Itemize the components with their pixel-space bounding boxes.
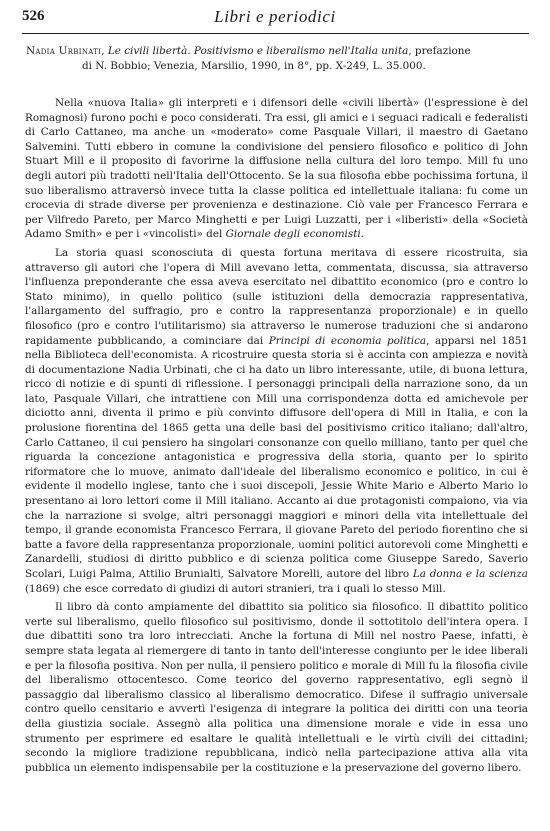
running-title: Libri e periodici bbox=[214, 7, 336, 26]
book-author: Nadia Urbinati bbox=[26, 45, 102, 57]
text-run: , apparsi nel 1851 nella Biblioteca dell'economista. A ricostruire questa storia si è accinta con ampiezza e novità di documentazione Nadia Urbinati, che ci ha dato un libro interessante, utile, di buona lettura, ricco di notizie e di spunti di riflessione. I personaggi principali della narrazione sono, da un lato, Pasquale Villari, che intrattiene con Mill una corrispondenza dotta ed amichevole per diciotto anni, diventa il primo e più convinto diffusore dell'opera di Mill in Italia, e con la prolusione fiorentina del 1865 getta una delle basi del positivismo critico italiano; dall'altro, Carlo Cattaneo, il cui pensiero ha singolari consonanze con quello milliano, tanto per quel che riguarda la concezione antagonistica e progressiva della storia, quanto per lo spirito riformatore che lo muove, animato dall'ideale del liberalismo economico e politico, in cui è evidente il modello inglese, tanto che i suoi discepoli, Jessie White Mario e Alberto Mario lo presentano ai loro lettori come il Mill italiano. Accanto ai due protagonisti compaiono, via via che la narrazione si svolge, altri personaggi maggiori e minori della vita intellettuale del tempo, il grande economista Francesco Ferrara, il giovane Pareto del periodo fiorentino che si batte a favore della rappresentanza proporzionale, uomini politici autorevoli come Minghetti e Zanardelli, studiosi di diritto pubblico e di scienza politica come Giuseppe Saredo, Saverio Scolari, Luigi Palma, Attilio Brunialti, Salvatore Morelli, autore del libro bbox=[25, 334, 528, 580]
book-title: Le civili libertà. Positivismo e liberalismo nell'Italia unita bbox=[107, 45, 409, 57]
book-reference-line-1: Nadia Urbinati, Le civili libertà. Positivismo e liberalismo nell'Italia unita, prefazione bbox=[26, 45, 471, 57]
header-rule bbox=[22, 33, 529, 34]
page-number: 526 bbox=[22, 8, 45, 24]
text-run: La storia quasi sconosciuta di questa fortuna meritava di essere ricostruita, sia attraverso gli autori che l'opera di Mill avevano letta, commentata, discussa, sia attraverso l'influenza preponderante che essa aveva esercitato nel dibattito economico (pro e contro lo Stato minimo), in quello politico (sulle istituzioni della democrazia rappresentativa, l'allargamento del suffragio, pro e contro la rappresentanza proporzionale) e in quello filosofico (pro e contro l'utilitarismo) sia attraverso le numerose traduzioni che si andarono rapidamente pubblicando, a cominciare dai bbox=[25, 246, 528, 347]
text-run: Il libro dà conto ampiamente del dibattito sia politico sia filosofico. Il dibattito politico verte sul liberalismo, quello filosofico sul positivismo, donde il sottotitolo dell'intera opera. I due dibattiti sono tra loro intrecciati. Anche la fortuna di Mill nel nostro Paese, infatti, è sempre stata legata al riemergere di tanto in tanto dell'interesse congiunto per le idee liberali e per la filosofia positiva. Non per nulla, il pensiero politico e morale di Mill fu la filosofia civile del liberalismo ottocentesco. Come teorico del governo rappresentativo, egli segnò il passaggio dal liberalismo classico al liberalismo democratico. Difese il suffragio universale contro quello censitario e avvertì l'esigenza di integrare la politica dei diritti con una teoria della giustizia sociale. Assegnò alla politica una dimensione morale e vide in essa uno strumento per esprimere ed esaltare le qualità intellettuali e le virtù civili dei cittadini; secondo la migliore tradizione repubblicana, indicò nella partecipazione attiva alla vita pubblica un elemento indispensabile per la costituzione e la preservazione del governo libero. bbox=[25, 601, 528, 774]
italic-title: La donna e la scienza bbox=[412, 568, 528, 580]
italic-title: Giornale degli economisti bbox=[225, 228, 361, 241]
book-reference bbox=[26, 44, 526, 73]
review-body bbox=[25, 96, 528, 775]
text-run: . bbox=[360, 228, 365, 241]
paragraph bbox=[25, 96, 528, 242]
book-reference-rest: , prefazione bbox=[408, 45, 471, 57]
book-reference-line-2: di N. Bobbio; Venezia, Marsilio, 1990, in 8°, pp. X-249, L. 35.000. bbox=[82, 59, 426, 72]
text-run: (1869) che esce corredato di giudizi di autori stranieri, tra i quali lo stesso Mill. bbox=[25, 582, 446, 595]
italic-title: Principi di economia politica bbox=[268, 334, 427, 347]
page-header bbox=[22, 6, 528, 32]
paragraph bbox=[25, 246, 528, 596]
paragraph bbox=[25, 600, 528, 775]
text-run: Nella «nuova Italia» gli interpreti e i difensori delle «civili libertà» (l'espressione è del Romagnosi) furono pochi e poco considerati. Tra essi, gli amici e i seguaci radicali e federalisti di Carlo Cattaneo, ma anche un «moderato» come Pasquale Villari, il maestro di Gaetano Salvemini. Tutti ebbero in comune la condivisione del pensiero filosofico e politico di John Stuart Mill e il proposito di favorirne la diffusione nella cultura del loro tempo. Mill fu uno degli autori più tradotti nell'Italia dell'Ottocento. Se la sua filosofia ebbe pochissima fortuna, il suo liberalismo attraversò invece tutta la classe politica ed intellettuale italiana: fu come un crocevia di strade diverse per provenienza e destinazione. Ciò vale per Francesco Ferrara e per Vilfredo Pareto, per Marco Minghetti e per Luigi Luzzatti, per i «liberisti» della «Società Adamo Smith» e per i «vincolisti» del bbox=[25, 97, 528, 241]
